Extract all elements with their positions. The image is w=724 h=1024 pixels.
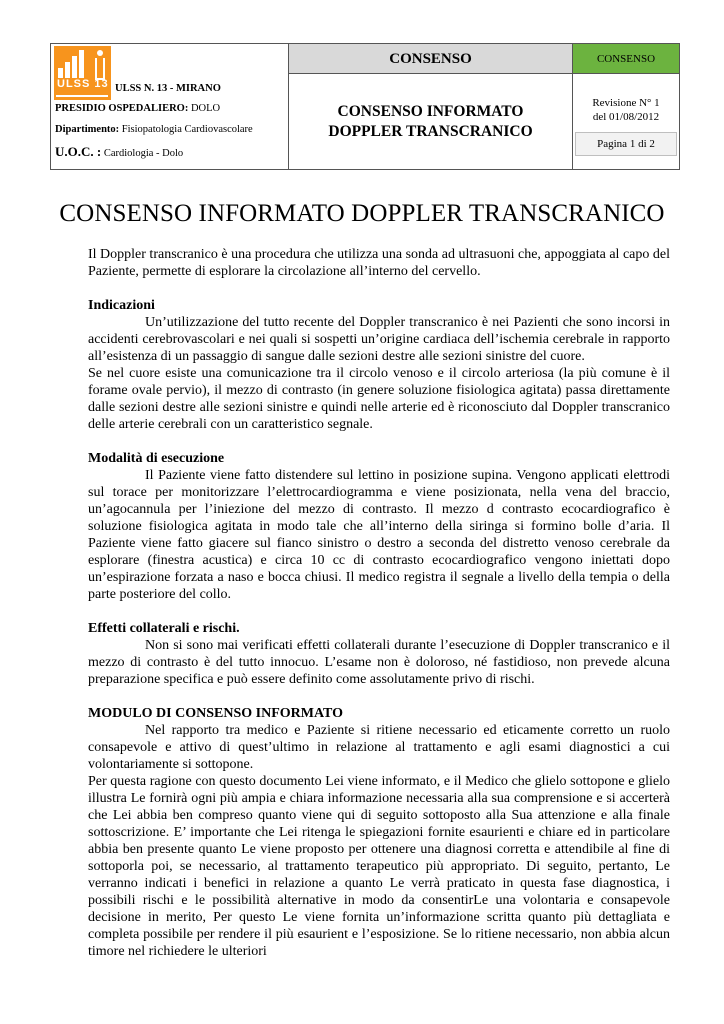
- section-heading: Modalità di esecuzione: [88, 451, 225, 466]
- section-paragraph: Non si sono mai verificati effetti collaterali durante l’esecuzione di Doppler transcranico e il mezzo di contrasto è del tutto innocuo. L’esame non è doloroso, né fastidioso, non prevede alcuna preparazione specifica e può essere definito come assolutamente privo di rischi.: [88, 638, 670, 687]
- uoc-line: [55, 144, 183, 160]
- intro-paragraph: Il Doppler transcranico è una procedura che utilizza una sonda ad ultrasuoni che, appoggiata al capo del Paziente, permette di esplorare la circolazione all’interno del cervello.: [88, 247, 670, 279]
- logo-text: ULSS 13: [57, 78, 109, 90]
- section-paragraph: Nel rapporto tra medico e Paziente si ritiene necessario ed eticamente corretto un ruolo consapevole e attivo di quest’ultimo in relazione al trattamento e agli esami diagnostici a cui volontariamente si sottopone.: [88, 723, 670, 772]
- dipartimento-value: Fisiopatologia Cardiovascolare: [121, 124, 253, 135]
- organization-cell: [51, 44, 289, 169]
- presidio-line: [55, 103, 220, 114]
- section-paragraph: Un’utilizzazione del tutto recente del Doppler transcranico è nei Pazienti che sono incorsi in accidenti cerebrovascolari e nei quali si sospetti un’origine cardiaca dell’ischemia cerebrale in rapporto all’esistenza di un passaggio di sangue dalle sezioni destre alle sezioni sinistre del cuore.: [88, 315, 670, 364]
- dipartimento-line: [55, 124, 253, 135]
- revision-number: Revisione N° 1: [592, 97, 660, 109]
- revision-date: del 01/08/2012: [592, 111, 660, 123]
- header-title-line1: CONSENSO INFORMATO: [337, 103, 524, 120]
- document-title: CONSENSO INFORMATO DOPPLER TRANSCRANICO: [59, 200, 665, 227]
- document-body: [88, 246, 670, 960]
- section-heading: Indicazioni: [88, 298, 155, 313]
- document-header: [50, 43, 680, 170]
- section-heading: MODULO DI CONSENSO INFORMATO: [88, 706, 344, 721]
- person-icon: [94, 50, 106, 80]
- section-heading: Effetti collaterali e rischi.: [88, 621, 240, 636]
- title-cell: [289, 44, 573, 169]
- revision-cell: [573, 44, 679, 169]
- dipartimento-label: Dipartimento:: [55, 124, 120, 135]
- uoc-value: Cardiologia - Dolo: [103, 148, 184, 159]
- ulss-logo: [54, 46, 111, 100]
- section-paragraph: Il Paziente viene fatto distendere sul lettino in posizione supina. Vengono applicati elettrodi sul torace per monitorizzare l’elettrocardiogramma e viene posizionata, nella vena del braccio, un’agocannula per l’iniezione del mezzo di contrasto. Il mezzo d contrasto ecocardiografico è soluzione fisiologica agitata in modo tale che all’interno della siringa si formino bolle d’aria. Il Paziente viene fatto giacere sul fianco sinistro o destro a seconda del distretto venoso cerebrale da esplorare (finestra acustica) e circa 10 cc di contrasto ecocardiografico vengono iniettati dopo un’espirazione forzata a naso e bocca chiusi. Il medico registra il segnale a livello della tempia o della parte posteriore del collo.: [88, 468, 670, 602]
- section-paragraph: Per questa ragione con questo documento Lei viene informato, e il Medico che glielo sottopone e glielo illustra Le fornirà ogni più ampia e chiara informazione necessaria alla sua comprensione e si accerterà che Lei abbia ben compreso quanto viene qui di seguito sottoposto alla Sua attenzione e alla finale sottoscrizione. E’ importante che Lei ritenga le spiegazioni fornite esaurienti e chiare ed in particolare abbia ben presente quanto Le viene proposto per ottenere una diagnosi corretta e attendibile al fine di sottoporla poi, se necessario, al trattamento terapeutico più appropriato. Di seguito, pertanto, Le verranno indicati i benefici in relazione a quanto Le verrà praticato in questa fase diagnostica, i possibili rischi e le possibilità alternative in modo da consentirLe una volontaria e consapevole decisione in merito, Per questo Le viene fornita un’informazione scritta quanto più dettagliata e completa possibile per rendere il più esaurient e l’esposizione. Se lo ritiene necessario, non abbia alcun timore nel richiedere le ulteriori: [88, 774, 670, 959]
- revision-info: [573, 96, 679, 124]
- presidio-label: PRESIDIO OSPEDALIERO:: [55, 103, 189, 114]
- logo-bars-icon: [58, 50, 88, 78]
- uoc-label: U.O.C. :: [55, 144, 102, 159]
- org-ulss: ULSS N. 13 - MIRANO: [115, 83, 221, 94]
- page-number: Pagina 1 di 2: [575, 132, 677, 156]
- header-title-line2: DOPPLER TRANSCRANICO: [328, 123, 533, 140]
- header-title-top: CONSENSO: [289, 44, 572, 74]
- consenso-badge: CONSENSO: [573, 44, 679, 74]
- section-paragraph: Se nel cuore esiste una comunicazione tra il circolo venoso e il circolo arteriosa (la più comune è il forame ovale pervio), il mezzo di contrasto (in genere soluzione fisiologica agitata) passa direttamente dalle sezioni destre alle sezioni sinistre e quindi nelle arterie ed è riconosciuto dal Doppler transcranico delle arterie cerebrali con un caratteristico segnale.: [88, 366, 670, 432]
- header-title: [289, 102, 572, 142]
- presidio-value: DOLO: [190, 103, 221, 114]
